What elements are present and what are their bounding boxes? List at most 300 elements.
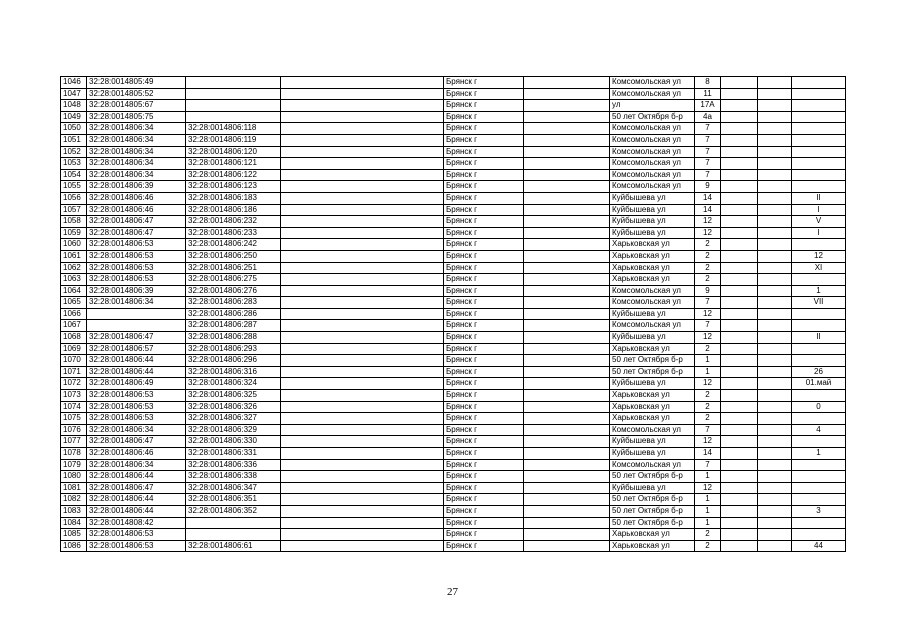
cell-street: Харьковская ул bbox=[610, 343, 695, 355]
cell-empty-col-a bbox=[281, 448, 444, 460]
cell-empty-col-b bbox=[524, 482, 610, 494]
cell-street: 50 лет Октября б-р bbox=[610, 111, 695, 123]
cell-empty-col-b bbox=[524, 401, 610, 413]
cell-cadastral-quarter: 32:28:0014806:53 bbox=[87, 401, 186, 413]
cell-premises-number bbox=[792, 355, 846, 367]
cell-premises-number bbox=[792, 390, 846, 402]
cell-cadastral-quarter: 32:28:0014806:46 bbox=[87, 192, 186, 204]
cell-empty-col-d bbox=[758, 192, 792, 204]
cell-empty-col-a bbox=[281, 297, 444, 309]
cell-cadastral-number: 32:28:0014806:330 bbox=[186, 436, 281, 448]
cell-empty-col-d bbox=[758, 111, 792, 123]
cell-cadastral-quarter: 32:28:0014806:53 bbox=[87, 540, 186, 552]
cell-cadastral-number: 32:28:0014806:331 bbox=[186, 448, 281, 460]
cell-empty-col-c bbox=[721, 448, 758, 460]
cell-cadastral-quarter: 32:28:0014806:53 bbox=[87, 413, 186, 425]
cell-empty-col-d bbox=[758, 308, 792, 320]
cell-cadastral-quarter: 32:28:0014806:34 bbox=[87, 123, 186, 135]
table-row bbox=[61, 471, 846, 483]
cell-cadastral-quarter: 32:28:0014806:47 bbox=[87, 482, 186, 494]
cell-empty-col-b bbox=[524, 227, 610, 239]
cell-empty-col-d bbox=[758, 158, 792, 170]
cell-cadastral-number: 32:28:0014806:123 bbox=[186, 181, 281, 193]
cell-empty-col-b bbox=[524, 390, 610, 402]
cell-empty-col-d bbox=[758, 366, 792, 378]
cell-cadastral-number: 32:28:0014806:325 bbox=[186, 390, 281, 402]
cell-empty-col-c bbox=[721, 111, 758, 123]
table-row bbox=[61, 424, 846, 436]
cell-empty-col-a bbox=[281, 262, 444, 274]
cell-house-number: 7 bbox=[695, 459, 721, 471]
cell-cadastral-quarter: 32:28:0014806:47 bbox=[87, 216, 186, 228]
cell-cadastral-quarter: 32:28:0014806:34 bbox=[87, 146, 186, 158]
table-row bbox=[61, 285, 846, 297]
cell-city: Брянск г bbox=[444, 343, 524, 355]
cell-city: Брянск г bbox=[444, 436, 524, 448]
cell-empty-col-b bbox=[524, 134, 610, 146]
cell-empty-col-a bbox=[281, 459, 444, 471]
cell-empty-col-b bbox=[524, 274, 610, 286]
table-row bbox=[61, 413, 846, 425]
cell-city: Брянск г bbox=[444, 413, 524, 425]
cell-city: Брянск г bbox=[444, 505, 524, 517]
cell-empty-col-b bbox=[524, 262, 610, 274]
cell-empty-col-a bbox=[281, 192, 444, 204]
cell-empty-col-c bbox=[721, 540, 758, 552]
cell-cadastral-quarter: 32:28:0014806:53 bbox=[87, 250, 186, 262]
cell-street: Комсомольская ул bbox=[610, 169, 695, 181]
cell-empty-col-c bbox=[721, 413, 758, 425]
cell-empty-col-d bbox=[758, 274, 792, 286]
cell-empty-col-c bbox=[721, 297, 758, 309]
cell-house-number: 2 bbox=[695, 343, 721, 355]
cell-empty-col-a bbox=[281, 424, 444, 436]
cell-street: Комсомольская ул bbox=[610, 123, 695, 135]
cell-house-number: 1 bbox=[695, 494, 721, 506]
cell-cadastral-quarter: 32:28:0014806:44 bbox=[87, 355, 186, 367]
cell-premises-number bbox=[792, 482, 846, 494]
cell-cadastral-quarter: 32:28:0014806:34 bbox=[87, 459, 186, 471]
cell-row-number: 1072 bbox=[61, 378, 87, 390]
cell-row-number: 1047 bbox=[61, 88, 87, 100]
cell-row-number: 1061 bbox=[61, 250, 87, 262]
cell-cadastral-number: 32:28:0014806:338 bbox=[186, 471, 281, 483]
cell-premises-number: 44 bbox=[792, 540, 846, 552]
cell-empty-col-b bbox=[524, 320, 610, 332]
cell-empty-col-d bbox=[758, 88, 792, 100]
cell-premises-number bbox=[792, 158, 846, 170]
cell-cadastral-number bbox=[186, 529, 281, 541]
cell-row-number: 1082 bbox=[61, 494, 87, 506]
cell-cadastral-number: 32:28:0014806:324 bbox=[186, 378, 281, 390]
cell-cadastral-number: 32:28:0014806:61 bbox=[186, 540, 281, 552]
cell-empty-col-d bbox=[758, 494, 792, 506]
cell-cadastral-number: 32:28:0014806:296 bbox=[186, 355, 281, 367]
cell-empty-col-c bbox=[721, 436, 758, 448]
cell-premises-number bbox=[792, 88, 846, 100]
cell-empty-col-d bbox=[758, 413, 792, 425]
cell-empty-col-c bbox=[721, 308, 758, 320]
cell-city: Брянск г bbox=[444, 529, 524, 541]
cell-row-number: 1067 bbox=[61, 320, 87, 332]
cell-street: 50 лет Октября б-р bbox=[610, 366, 695, 378]
cell-street: 50 лет Октября б-р bbox=[610, 505, 695, 517]
table-row bbox=[61, 297, 846, 309]
cell-premises-number bbox=[792, 146, 846, 158]
cell-empty-col-c bbox=[721, 262, 758, 274]
cell-empty-col-a bbox=[281, 494, 444, 506]
cell-empty-col-d bbox=[758, 355, 792, 367]
cell-empty-col-a bbox=[281, 355, 444, 367]
cell-empty-col-c bbox=[721, 100, 758, 112]
table-row bbox=[61, 204, 846, 216]
cell-city: Брянск г bbox=[444, 158, 524, 170]
cell-cadastral-number: 32:28:0014806:276 bbox=[186, 285, 281, 297]
cell-cadastral-number: 32:28:0014806:251 bbox=[186, 262, 281, 274]
table-row bbox=[61, 274, 846, 286]
cell-empty-col-a bbox=[281, 332, 444, 344]
cell-cadastral-quarter: 32:28:0014806:47 bbox=[87, 332, 186, 344]
cell-empty-col-b bbox=[524, 448, 610, 460]
cell-empty-col-b bbox=[524, 529, 610, 541]
cell-premises-number: 3 bbox=[792, 505, 846, 517]
cell-premises-number bbox=[792, 494, 846, 506]
cell-street: Харьковская ул bbox=[610, 529, 695, 541]
cell-city: Брянск г bbox=[444, 332, 524, 344]
cell-house-number: 11 bbox=[695, 88, 721, 100]
table-row bbox=[61, 134, 846, 146]
cell-cadastral-quarter: 32:28:0014806:44 bbox=[87, 494, 186, 506]
cell-premises-number: 1 bbox=[792, 285, 846, 297]
cell-empty-col-b bbox=[524, 297, 610, 309]
cell-empty-col-b bbox=[524, 436, 610, 448]
cell-empty-col-d bbox=[758, 239, 792, 251]
cell-cadastral-number: 32:28:0014806:286 bbox=[186, 308, 281, 320]
cell-house-number: 7 bbox=[695, 320, 721, 332]
cell-cadastral-quarter: 32:28:0014805:49 bbox=[87, 77, 186, 89]
cell-house-number: 14 bbox=[695, 448, 721, 460]
cell-row-number: 1055 bbox=[61, 181, 87, 193]
cell-empty-col-b bbox=[524, 181, 610, 193]
cell-street: Куйбышева ул bbox=[610, 204, 695, 216]
cell-empty-col-d bbox=[758, 471, 792, 483]
table-row bbox=[61, 517, 846, 529]
cell-cadastral-quarter: 32:28:0014806:34 bbox=[87, 297, 186, 309]
cell-empty-col-b bbox=[524, 505, 610, 517]
cell-city: Брянск г bbox=[444, 134, 524, 146]
cell-city: Брянск г bbox=[444, 169, 524, 181]
table-row bbox=[61, 355, 846, 367]
cell-cadastral-quarter: 32:28:0014806:34 bbox=[87, 169, 186, 181]
table-row bbox=[61, 320, 846, 332]
cell-house-number: 1 bbox=[695, 517, 721, 529]
cell-empty-col-b bbox=[524, 459, 610, 471]
cell-empty-col-a bbox=[281, 88, 444, 100]
cell-empty-col-a bbox=[281, 227, 444, 239]
cell-empty-col-d bbox=[758, 332, 792, 344]
table-row bbox=[61, 216, 846, 228]
cell-row-number: 1074 bbox=[61, 401, 87, 413]
cell-empty-col-c bbox=[721, 285, 758, 297]
cell-house-number: 12 bbox=[695, 332, 721, 344]
cell-empty-col-a bbox=[281, 250, 444, 262]
cell-empty-col-d bbox=[758, 297, 792, 309]
cell-empty-col-a bbox=[281, 285, 444, 297]
cell-empty-col-b bbox=[524, 355, 610, 367]
cell-row-number: 1049 bbox=[61, 111, 87, 123]
cell-empty-col-c bbox=[721, 424, 758, 436]
cell-empty-col-c bbox=[721, 494, 758, 506]
cell-empty-col-d bbox=[758, 517, 792, 529]
table-row bbox=[61, 366, 846, 378]
cell-city: Брянск г bbox=[444, 216, 524, 228]
cell-empty-col-b bbox=[524, 517, 610, 529]
cell-city: Брянск г bbox=[444, 448, 524, 460]
cell-empty-col-a bbox=[281, 378, 444, 390]
cell-house-number: 12 bbox=[695, 216, 721, 228]
cell-row-number: 1053 bbox=[61, 158, 87, 170]
cell-premises-number bbox=[792, 436, 846, 448]
cell-street: ул bbox=[610, 100, 695, 112]
cell-city: Брянск г bbox=[444, 204, 524, 216]
table-row bbox=[61, 482, 846, 494]
cell-cadastral-quarter bbox=[87, 320, 186, 332]
cell-street: Комсомольская ул bbox=[610, 77, 695, 89]
cell-street: Харьковская ул bbox=[610, 390, 695, 402]
cell-cadastral-number: 32:28:0014806:242 bbox=[186, 239, 281, 251]
cell-street: Комсомольская ул bbox=[610, 285, 695, 297]
cell-empty-col-b bbox=[524, 494, 610, 506]
cell-street: Куйбышева ул bbox=[610, 436, 695, 448]
cell-empty-col-c bbox=[721, 250, 758, 262]
cell-cadastral-number: 32:28:0014806:351 bbox=[186, 494, 281, 506]
cell-premises-number: VII bbox=[792, 297, 846, 309]
cell-cadastral-number: 32:28:0014806:121 bbox=[186, 158, 281, 170]
cell-house-number: 4а bbox=[695, 111, 721, 123]
cell-street: Харьковская ул bbox=[610, 540, 695, 552]
cell-house-number: 14 bbox=[695, 204, 721, 216]
cell-empty-col-d bbox=[758, 378, 792, 390]
cell-city: Брянск г bbox=[444, 482, 524, 494]
cell-street: 50 лет Октября б-р bbox=[610, 355, 695, 367]
cell-empty-col-d bbox=[758, 181, 792, 193]
cell-street: Комсомольская ул bbox=[610, 88, 695, 100]
cell-empty-col-d bbox=[758, 390, 792, 402]
cell-premises-number bbox=[792, 471, 846, 483]
cell-row-number: 1081 bbox=[61, 482, 87, 494]
cell-empty-col-a bbox=[281, 169, 444, 181]
cell-premises-number: 12 bbox=[792, 250, 846, 262]
cell-empty-col-b bbox=[524, 332, 610, 344]
cell-house-number: 2 bbox=[695, 239, 721, 251]
table-row bbox=[61, 436, 846, 448]
cell-empty-col-b bbox=[524, 192, 610, 204]
cell-cadastral-number: 32:28:0014806:232 bbox=[186, 216, 281, 228]
cell-empty-col-a bbox=[281, 239, 444, 251]
cell-row-number: 1086 bbox=[61, 540, 87, 552]
cell-premises-number bbox=[792, 274, 846, 286]
cell-empty-col-d bbox=[758, 77, 792, 89]
cell-empty-col-a bbox=[281, 216, 444, 228]
cell-row-number: 1051 bbox=[61, 134, 87, 146]
cell-row-number: 1071 bbox=[61, 366, 87, 378]
cell-premises-number bbox=[792, 517, 846, 529]
cell-row-number: 1048 bbox=[61, 100, 87, 112]
cell-cadastral-number: 32:28:0014806:186 bbox=[186, 204, 281, 216]
cell-street: Харьковская ул bbox=[610, 413, 695, 425]
cell-empty-col-b bbox=[524, 239, 610, 251]
cell-house-number: 2 bbox=[695, 262, 721, 274]
cell-cadastral-number bbox=[186, 111, 281, 123]
cell-cadastral-quarter: 32:28:0014806:53 bbox=[87, 262, 186, 274]
cell-row-number: 1065 bbox=[61, 297, 87, 309]
cell-empty-col-c bbox=[721, 459, 758, 471]
cell-empty-col-a bbox=[281, 100, 444, 112]
table-row bbox=[61, 262, 846, 274]
cell-cadastral-quarter: 32:28:0014806:34 bbox=[87, 134, 186, 146]
cell-premises-number: V bbox=[792, 216, 846, 228]
cell-row-number: 1050 bbox=[61, 123, 87, 135]
cell-city: Брянск г bbox=[444, 250, 524, 262]
table-row bbox=[61, 169, 846, 181]
cell-city: Брянск г bbox=[444, 471, 524, 483]
cell-cadastral-quarter: 32:28:0014806:47 bbox=[87, 436, 186, 448]
table-row bbox=[61, 378, 846, 390]
cell-house-number: 2 bbox=[695, 274, 721, 286]
cell-street: Харьковская ул bbox=[610, 401, 695, 413]
cell-empty-col-c bbox=[721, 77, 758, 89]
cell-empty-col-c bbox=[721, 471, 758, 483]
cell-empty-col-b bbox=[524, 169, 610, 181]
cell-cadastral-number: 32:28:0014806:283 bbox=[186, 297, 281, 309]
cell-empty-col-a bbox=[281, 77, 444, 89]
cell-cadastral-number: 32:28:0014806:293 bbox=[186, 343, 281, 355]
cell-house-number: 2 bbox=[695, 401, 721, 413]
table-row bbox=[61, 390, 846, 402]
cell-premises-number bbox=[792, 343, 846, 355]
cell-city: Брянск г bbox=[444, 540, 524, 552]
cell-empty-col-b bbox=[524, 204, 610, 216]
cell-cadastral-quarter: 32:28:0014806:47 bbox=[87, 227, 186, 239]
cell-house-number: 12 bbox=[695, 227, 721, 239]
cell-street: Куйбышева ул bbox=[610, 192, 695, 204]
cell-empty-col-c bbox=[721, 239, 758, 251]
cell-empty-col-d bbox=[758, 100, 792, 112]
cell-house-number: 14 bbox=[695, 192, 721, 204]
cell-cadastral-number: 32:28:0014806:183 bbox=[186, 192, 281, 204]
cell-house-number: 7 bbox=[695, 169, 721, 181]
cell-cadastral-number: 32:28:0014806:275 bbox=[186, 274, 281, 286]
cell-street: Комсомольская ул bbox=[610, 320, 695, 332]
cell-house-number: 12 bbox=[695, 308, 721, 320]
cell-empty-col-a bbox=[281, 366, 444, 378]
cell-empty-col-a bbox=[281, 308, 444, 320]
cell-house-number: 8 bbox=[695, 77, 721, 89]
cell-city: Брянск г bbox=[444, 424, 524, 436]
table-row bbox=[61, 505, 846, 517]
cell-row-number: 1052 bbox=[61, 146, 87, 158]
cell-house-number: 2 bbox=[695, 529, 721, 541]
cell-empty-col-a bbox=[281, 436, 444, 448]
cell-premises-number bbox=[792, 134, 846, 146]
cell-empty-col-b bbox=[524, 285, 610, 297]
cell-cadastral-quarter: 32:28:0014806:44 bbox=[87, 471, 186, 483]
cell-row-number: 1069 bbox=[61, 343, 87, 355]
cell-house-number: 9 bbox=[695, 181, 721, 193]
cell-empty-col-c bbox=[721, 366, 758, 378]
cell-city: Брянск г bbox=[444, 100, 524, 112]
cell-cadastral-number: 32:28:0014806:287 bbox=[186, 320, 281, 332]
cell-row-number: 1066 bbox=[61, 308, 87, 320]
cell-premises-number: 26 bbox=[792, 366, 846, 378]
cell-house-number: 7 bbox=[695, 158, 721, 170]
cell-empty-col-c bbox=[721, 320, 758, 332]
cell-empty-col-b bbox=[524, 77, 610, 89]
table-row bbox=[61, 192, 846, 204]
cell-street: Куйбышева ул bbox=[610, 332, 695, 344]
cell-city: Брянск г bbox=[444, 297, 524, 309]
cell-row-number: 1070 bbox=[61, 355, 87, 367]
cell-city: Брянск г bbox=[444, 274, 524, 286]
cell-empty-col-d bbox=[758, 482, 792, 494]
cell-empty-col-c bbox=[721, 158, 758, 170]
cell-row-number: 1058 bbox=[61, 216, 87, 228]
cell-premises-number: II bbox=[792, 192, 846, 204]
cell-house-number: 2 bbox=[695, 540, 721, 552]
cell-house-number: 1 bbox=[695, 355, 721, 367]
cell-cadastral-number: 32:28:0014806:316 bbox=[186, 366, 281, 378]
cell-city: Брянск г bbox=[444, 355, 524, 367]
cell-empty-col-a bbox=[281, 146, 444, 158]
cell-empty-col-c bbox=[721, 378, 758, 390]
cell-empty-col-d bbox=[758, 204, 792, 216]
cell-empty-col-c bbox=[721, 169, 758, 181]
cell-empty-col-d bbox=[758, 146, 792, 158]
cell-street: Харьковская ул bbox=[610, 239, 695, 251]
cell-premises-number bbox=[792, 413, 846, 425]
cell-city: Брянск г bbox=[444, 239, 524, 251]
cell-street: Куйбышева ул bbox=[610, 227, 695, 239]
cell-row-number: 1079 bbox=[61, 459, 87, 471]
cell-cadastral-quarter: 32:28:0014806:34 bbox=[87, 158, 186, 170]
cell-house-number: 7 bbox=[695, 297, 721, 309]
cell-empty-col-b bbox=[524, 100, 610, 112]
cell-city: Брянск г bbox=[444, 366, 524, 378]
cell-row-number: 1046 bbox=[61, 77, 87, 89]
table-row bbox=[61, 100, 846, 112]
cell-empty-col-c bbox=[721, 146, 758, 158]
cell-empty-col-c bbox=[721, 505, 758, 517]
cell-empty-col-c bbox=[721, 88, 758, 100]
cell-premises-number bbox=[792, 239, 846, 251]
cell-empty-col-b bbox=[524, 250, 610, 262]
table-row bbox=[61, 239, 846, 251]
table-row bbox=[61, 250, 846, 262]
table-row bbox=[61, 332, 846, 344]
cell-cadastral-quarter: 32:28:0014806:49 bbox=[87, 378, 186, 390]
cell-street: Куйбышева ул bbox=[610, 308, 695, 320]
cell-city: Брянск г bbox=[444, 123, 524, 135]
cell-row-number: 1064 bbox=[61, 285, 87, 297]
cell-cadastral-number: 32:28:0014806:120 bbox=[186, 146, 281, 158]
table-row bbox=[61, 343, 846, 355]
cell-house-number: 17А bbox=[695, 100, 721, 112]
cell-empty-col-d bbox=[758, 320, 792, 332]
cell-empty-col-d bbox=[758, 250, 792, 262]
cell-cadastral-quarter: 32:28:0014806:39 bbox=[87, 285, 186, 297]
cell-city: Брянск г bbox=[444, 390, 524, 402]
cell-empty-col-d bbox=[758, 424, 792, 436]
